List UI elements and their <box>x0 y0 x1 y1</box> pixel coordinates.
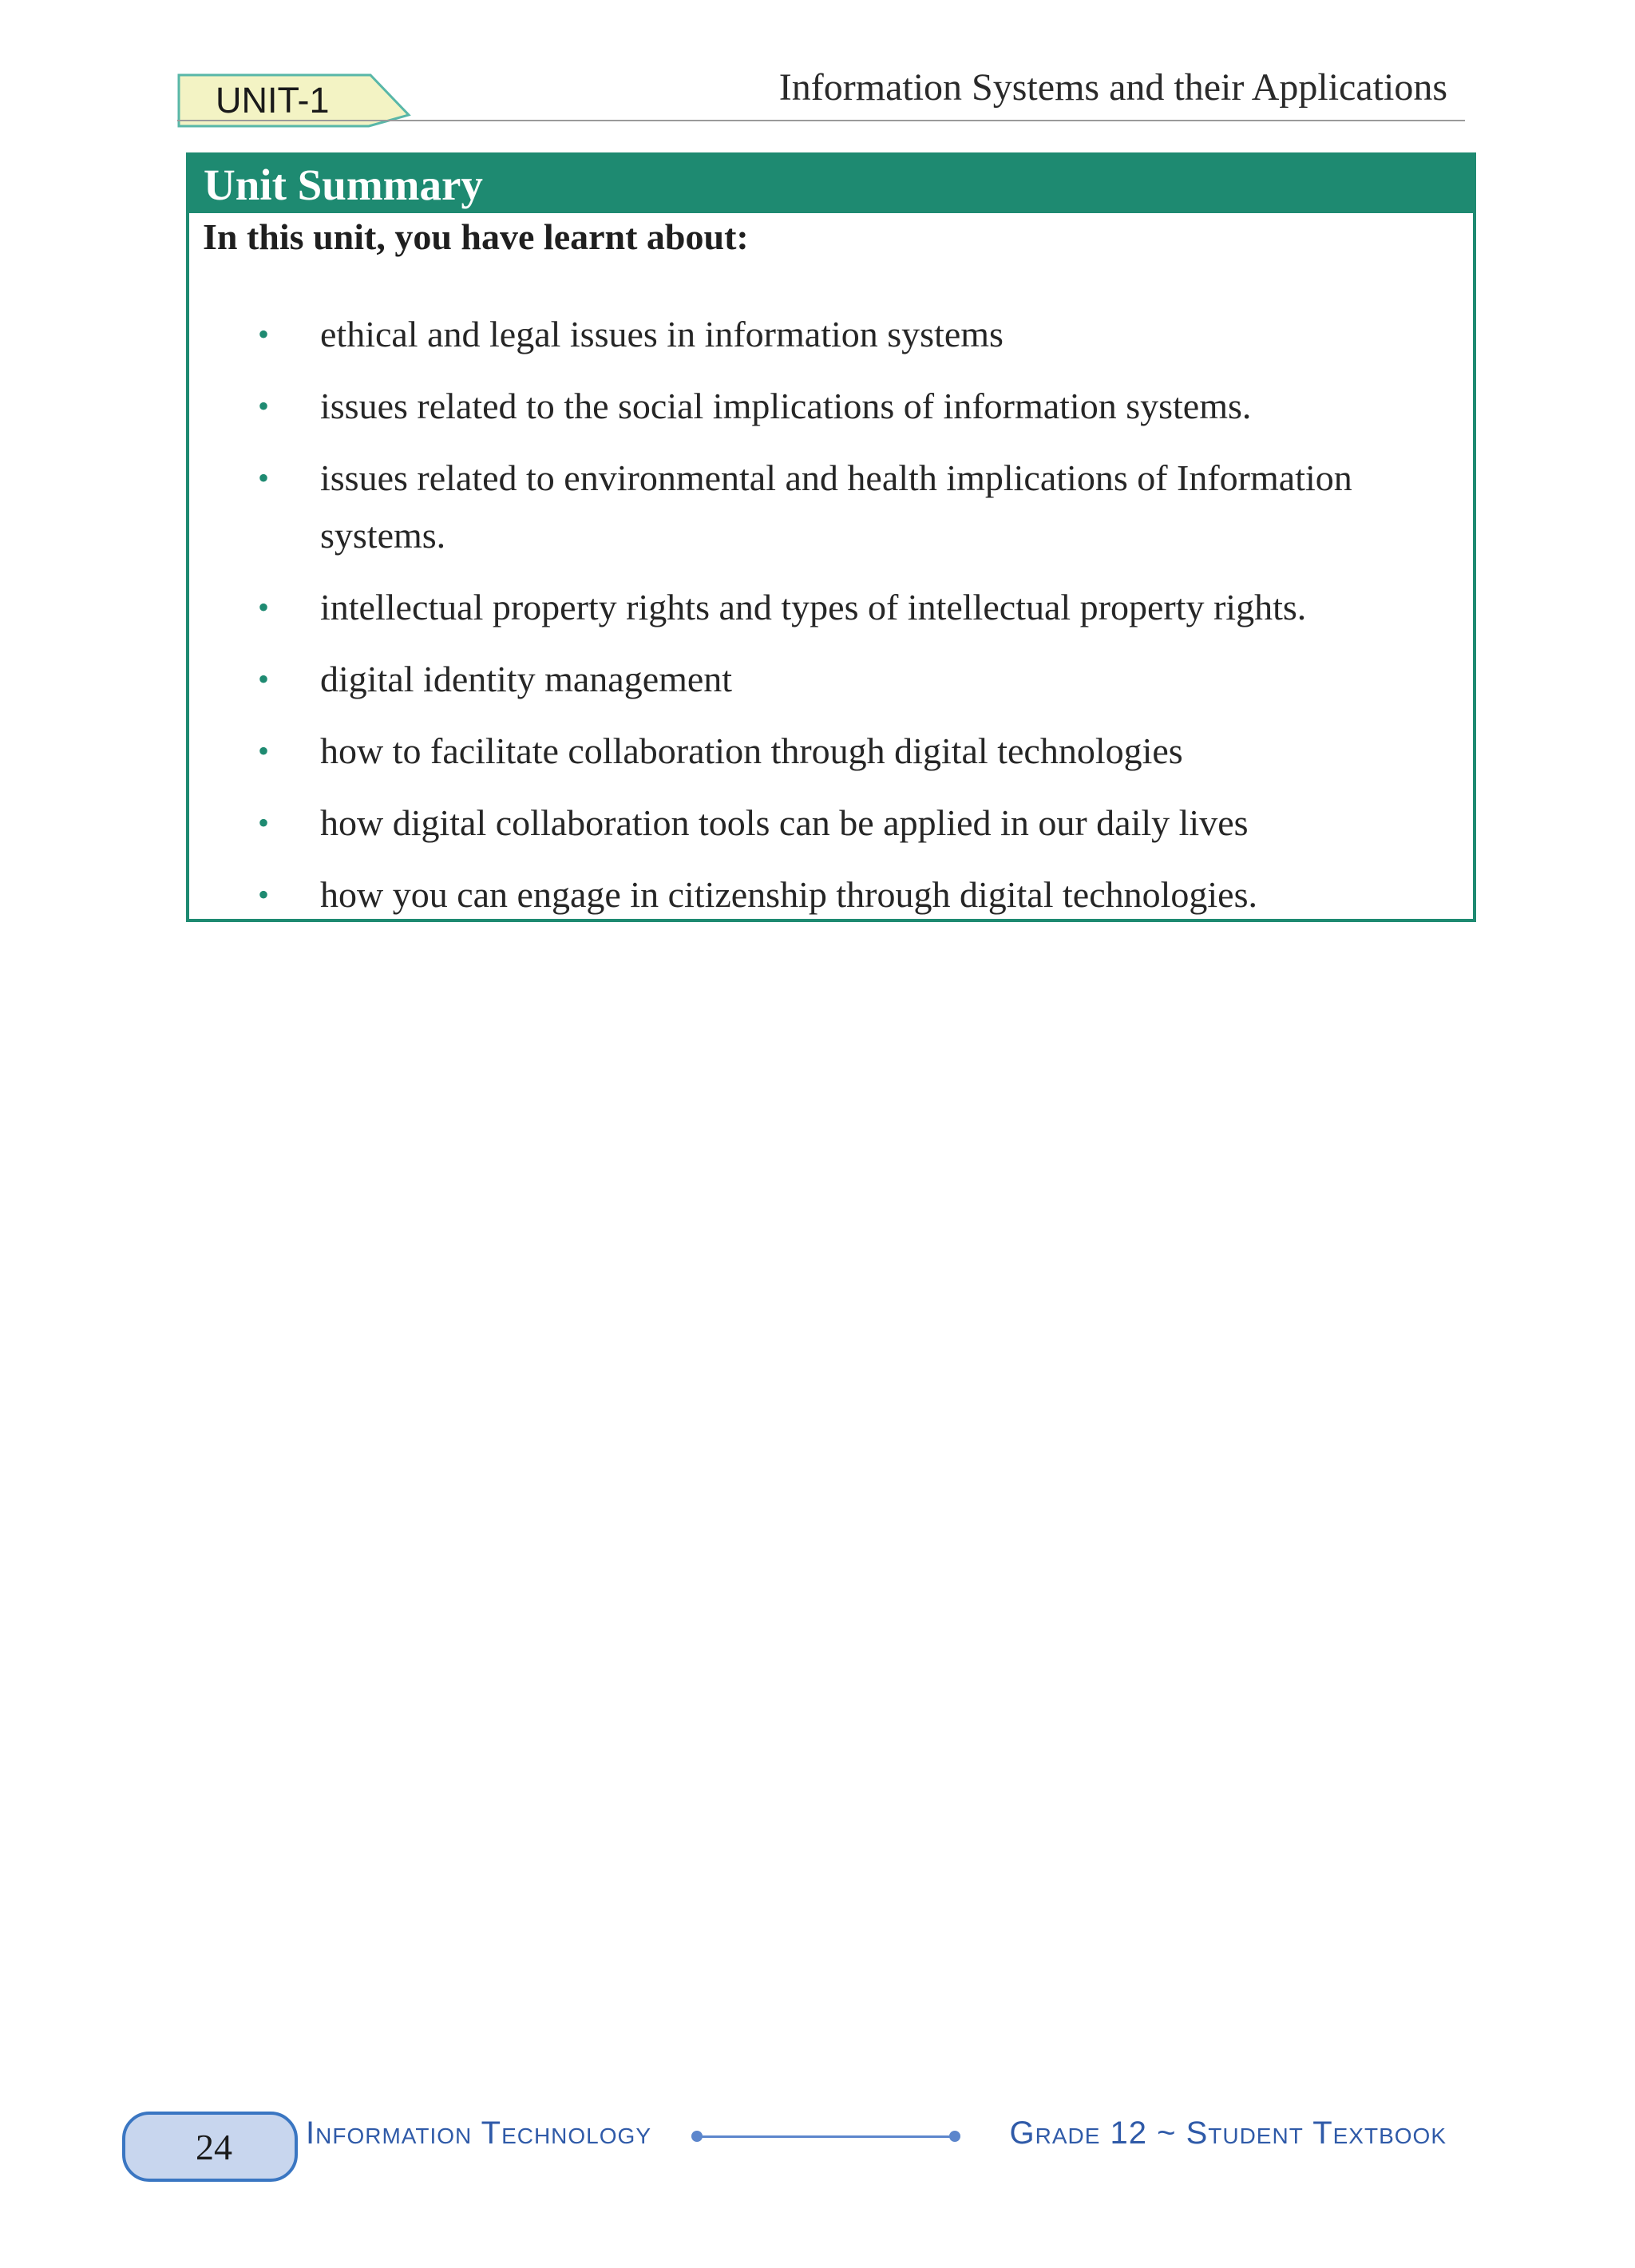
list-item <box>189 449 1473 564</box>
list-item <box>189 378 1473 435</box>
list-item <box>189 306 1473 363</box>
list-item-text: ethical and legal issues in information systems <box>320 314 1004 354</box>
bullet-icon: • <box>258 589 270 625</box>
bullet-icon: • <box>258 877 270 912</box>
footer-subject: Information Technology <box>306 2116 651 2151</box>
unit-summary-box <box>186 152 1476 922</box>
list-item-text: digital identity management <box>320 659 733 699</box>
footer-grade: Grade 12 ~ Student Textbook <box>1009 2116 1447 2151</box>
unit-label: UNIT-1 <box>216 80 330 121</box>
bullet-icon: • <box>258 733 270 769</box>
list-item <box>189 722 1473 780</box>
footer-rule <box>696 2135 956 2138</box>
page-number: 24 <box>196 2127 232 2167</box>
list-item-text: how to facilitate collaboration through digital technologies <box>320 730 1183 771</box>
footer-rule-dot-right <box>949 2131 960 2142</box>
unit-summary-intro: In this unit, you have learnt about: <box>203 216 749 257</box>
running-header-title: Information Systems and their Applications <box>778 66 1447 109</box>
page-number-badge <box>122 2112 298 2182</box>
header-divider <box>177 120 1465 121</box>
unit-summary-heading: Unit Summary <box>189 156 1473 213</box>
list-item-text: issues related to the social implications of information systems. <box>320 386 1252 426</box>
list-item-text: issues related to environmental and health implications of Information systems. <box>320 457 1352 556</box>
unit-summary-list <box>189 306 1473 938</box>
list-item-text: intellectual property rights and types of intellectual property rights. <box>320 587 1307 627</box>
list-item <box>189 794 1473 852</box>
bullet-icon: • <box>258 460 270 496</box>
bullet-icon: • <box>258 388 270 424</box>
bullet-icon: • <box>258 661 270 697</box>
bullet-icon: • <box>258 805 270 841</box>
list-item <box>189 651 1473 708</box>
bullet-icon: • <box>258 316 270 352</box>
list-item <box>189 579 1473 636</box>
list-item <box>189 866 1473 924</box>
list-item-text: how digital collaboration tools can be applied in our daily lives <box>320 802 1249 843</box>
list-item-text: how you can engage in citizenship through digital technologies. <box>320 874 1257 915</box>
